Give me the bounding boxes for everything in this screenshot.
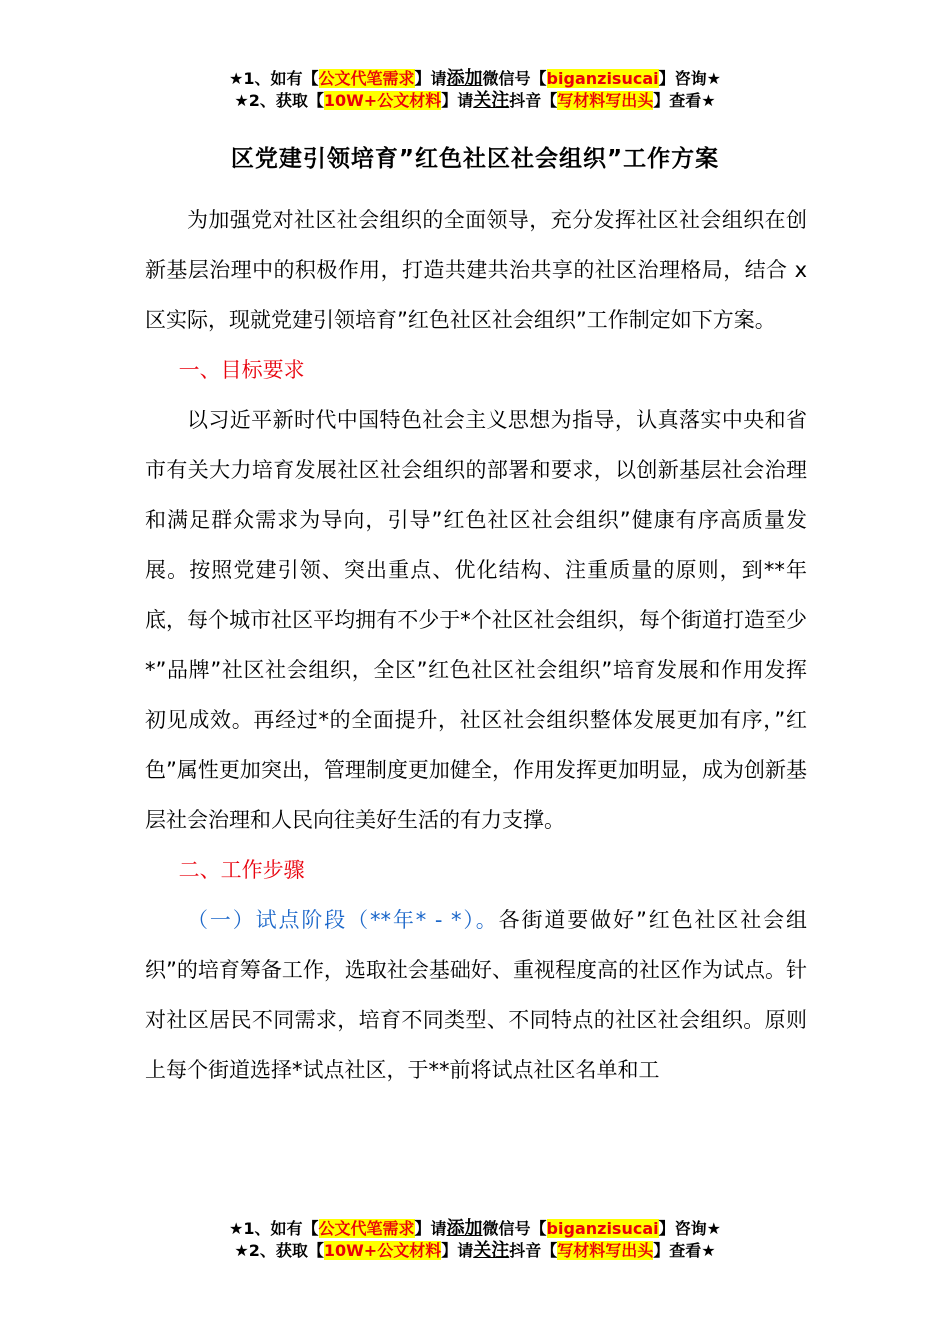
promo-line-1 [0,1218,950,1240]
promo-text: ★1、如有【 [229,1219,319,1238]
promo-emphasis: 关注 [473,90,510,111]
pilot-stage-text: 各街道要做好”红色社区社会组织”的培育筹备工作，选取社会基础好、重视程度高的社区作为试点。针对社区居民不同需求，培育不同类型、不同特点的社区社会组织。原则上每个街道选择*试点社区，于**前将试点社区名单和工 [145,908,807,1082]
promo-text: 】请 [441,91,474,110]
promo-text: 微信号【 [482,1219,547,1238]
promo-text: 】咨询★ [658,1219,721,1238]
promo-text: 抖音【 [509,1241,558,1260]
promo-wechat-id: biganzisucai [546,1219,659,1238]
promo-highlight: 10W+公文材料 [323,91,442,110]
promo-douyin-account: 写材料写出头 [557,91,654,110]
promo-line-2 [0,90,950,112]
promo-highlight: 公文代笔需求 [318,1219,415,1238]
promo-line-2 [0,1240,950,1262]
promo-emphasis: 添加 [446,68,483,89]
promo-wechat-id: biganzisucai [546,69,659,88]
promo-text: 抖音【 [509,91,558,110]
promo-line-1 [0,68,950,90]
promo-text: 微信号【 [482,69,547,88]
section-heading-steps: 二、工作步骤 [178,858,305,882]
promo-text: ★2、获取【 [234,91,324,110]
document-title: 区党建引领培育”红色社区社会组织”工作方案 [230,146,720,172]
promo-emphasis: 添加 [446,1218,483,1239]
promo-text: 】咨询★ [658,69,721,88]
document-body [145,195,807,1095]
section-heading-goals: 一、目标要求 [178,358,305,382]
promo-text: 】查看★ [653,91,716,110]
pilot-stage-heading: （一）试点阶段（**年* - *）。 [187,908,499,932]
intro-paragraph: 为加强党对社区社会组织的全面领导，充分发挥社区社会组织在创新基层治理中的积极作用，打造共建共治共享的社区治理格局，结合 x 区实际，现就党建引领培育”红色社区社会组织”工作制定如下方案。 [145,208,807,332]
promo-text: ★1、如有【 [229,69,319,88]
promo-text: 】请 [414,69,447,88]
goals-paragraph: 以习近平新时代中国特色社会主义思想为指导，认真落实中央和省市有关大力培育发展社区社会组织的部署和要求，以创新基层社会治理和满足群众需求为导向，引导”红色社区社会组织”健康有序高质量发展。按照党建引领、突出重点、优化结构、注重质量的原则，到**年底，每个城市社区平均拥有不少于*个社区社会组织，每个街道打造至少*”品牌”社区社会组织，全区”红色社区社会组织”培育发展和作用发挥初见成效。再经过*的全面提升，社区社会组织整体发展更加有序，”红色”属性更加突出，管理制度更加健全，作用发挥更加明显，成为创新基层社会治理和人民向往美好生活的有力支撑。 [145,408,807,832]
promo-text: 】查看★ [653,1241,716,1260]
promo-text: 】请 [441,1241,474,1260]
pilot-stage-paragraph [145,895,807,1095]
promo-text: 】请 [414,1219,447,1238]
promo-banner-bottom [0,1218,950,1262]
promo-text: ★2、获取【 [234,1241,324,1260]
promo-douyin-account: 写材料写出头 [557,1241,654,1260]
promo-highlight: 10W+公文材料 [323,1241,442,1260]
promo-emphasis: 关注 [473,1240,510,1261]
promo-highlight: 公文代笔需求 [318,69,415,88]
promo-banner-top [0,68,950,112]
